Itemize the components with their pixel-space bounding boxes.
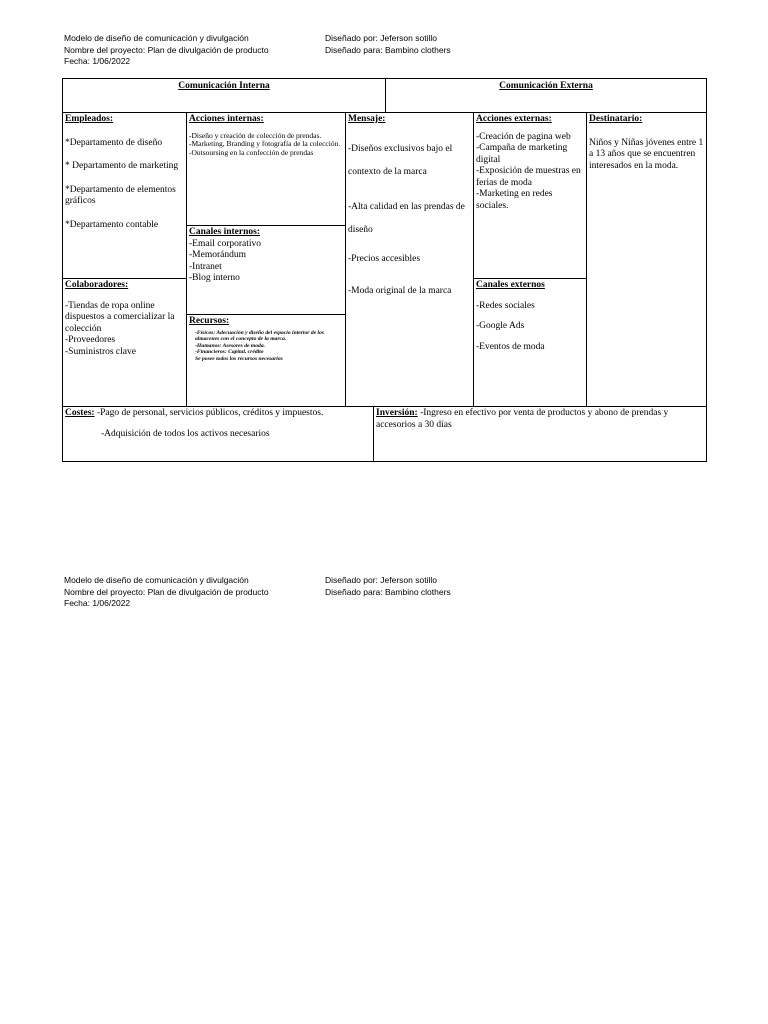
empleados-item: * Departamento de marketing [65,161,179,171]
acciones-externas-item: -Marketing en redes sociales. [476,189,553,211]
canales-externos-cell [473,278,586,406]
acciones-internas-title: Acciones internas: [189,114,264,124]
recursos-cell [186,314,345,406]
mensaje-item: -Moda original de la marca [348,286,452,296]
external-title-cell [385,79,706,113]
canales-externos-item: -Google Ads [476,321,525,331]
inversion-text: -Ingreso en efectivo por venta de productos y abono de prendas y accesorios a 30 días [376,408,669,430]
acciones-externas-item: -Campaña de marketing digital [476,143,568,165]
mensaje-cell [345,113,473,406]
recursos-item: -Financieros: Capital, crédito [195,349,264,356]
mensaje-item: -Precios accesibles [348,253,421,264]
empleados-item: *Departamento de elementos gráficos [65,184,176,206]
canales-externos-title: Canales externos [476,280,545,290]
communication-canvas-table [62,78,707,462]
document-header [64,33,704,68]
recursos-item: -Humanos: Asesores de moda. [195,342,266,349]
designed-by: Diseñado por: Jeferson sotillo [325,575,437,585]
destinatario-title: Destinatario: [589,114,643,124]
acciones-internas-item: -Outsoursing en la confección de prendas [189,148,314,158]
canales-internos-item: -Blog interno [189,273,240,283]
mensaje-title: Mensaje: [348,114,386,124]
acciones-internas-cell [186,113,345,225]
recursos-item: -Físicos: Adecuación y diseño del espacio interior de los almacenes con el concepto de la marca. [195,329,325,343]
canales-internos-item: -Intranet [189,261,222,272]
recursos-title: Recursos: [189,316,230,326]
colaboradores-item: -Suministros clave [65,346,136,357]
empleados-title: Empleados: [65,114,114,124]
canales-internos-title: Canales internos: [189,227,260,237]
acciones-externas-title: Acciones externas: [476,114,552,124]
date: Fecha: 1/06/2022 [64,598,131,608]
internal-title-cell [63,79,385,113]
colaboradores-item: -Tiendas de ropa online dispuestos a comercializar la colección [65,300,175,334]
designed-for: Diseñado para: Bambino clothers [325,586,451,597]
colaboradores-cell [63,278,186,406]
recursos-item: Se posee todos los recursos necesarios [195,355,283,362]
colaboradores-item: -Proveedores [65,335,116,345]
inversion-cell [373,406,706,461]
external-title: Comunicación Externa [499,81,593,91]
costes-cell [63,406,373,461]
acciones-internas-item: -Marketing, Branding y fotografía de la colección. [189,139,341,149]
destinatario-cell [586,113,706,406]
model-title: Modelo de diseño de comunicación y divulgación [64,33,249,43]
canales-externos-item: -Redes sociales [476,300,535,311]
costes-title: Costes: [65,408,95,418]
canales-internos-item: -Memorándum [189,250,246,260]
acciones-externas-item: -Creación de pagina web [476,131,571,142]
designed-for: Diseñado para: Bambino clothers [325,44,451,55]
acciones-externas-item: -Exposición de muestras en ferias de moda [476,166,581,188]
mensaje-item: -Diseños exclusivos bajo el contexto de la marca [348,143,453,177]
destinatario-text: Niños y Niñas jóvenes entre 1 a 13 años que se encuentren interesados en la moda. [589,137,704,171]
internal-title: Comunicación Interna [178,81,270,91]
project-name: Nombre del proyecto: Plan de divulgación de producto [64,44,269,55]
canales-internos-cell [186,225,345,314]
empleados-cell [63,113,186,278]
inversion-title: Inversión: [376,408,418,418]
project-name: Nombre del proyecto: Plan de divulgación de producto [64,586,269,597]
colaboradores-title: Colaboradores: [65,280,129,290]
empleados-item: *Departamento de diseño [65,137,163,148]
acciones-externas-cell [473,113,586,278]
mensaje-item: -Alta calidad en las prendas de diseño [348,201,465,235]
empleados-item: *Departamento contable [65,219,159,230]
designed-by: Diseñado por: Jeferson sotillo [325,33,437,43]
canales-externos-item: -Eventos de moda [476,341,545,352]
model-title: Modelo de diseño de comunicación y divulgación [64,575,249,585]
canales-internos-item: -Email corporativo [189,238,262,249]
document-header-repeat [64,575,704,610]
costes-line1: -Pago de personal, servicios públicos, créditos y impuestos. [94,408,324,418]
date: Fecha: 1/06/2022 [64,56,131,66]
costes-line2: -Adquisición de todos los activos necesarios [101,428,270,439]
acciones-internas-item: -Diseño y creación de colección de prendas. [189,130,322,140]
